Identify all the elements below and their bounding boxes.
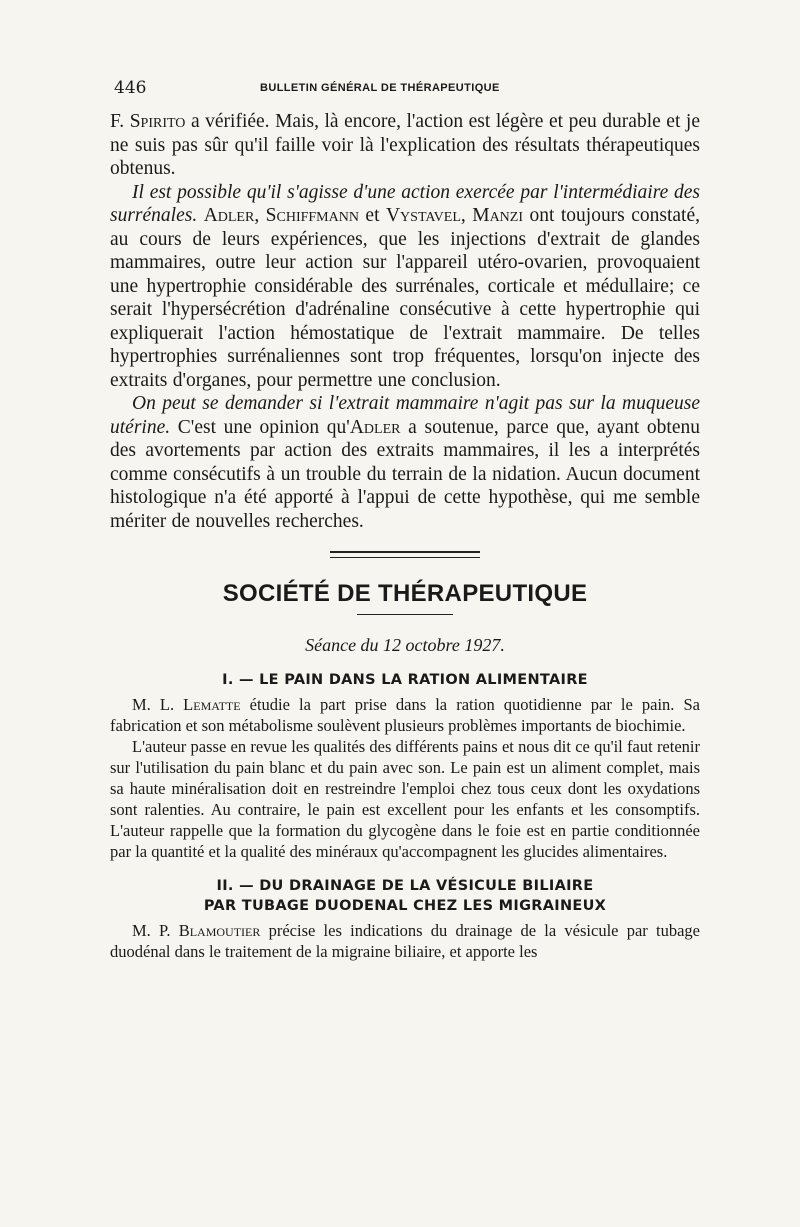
author-name: F. Spirito: [110, 111, 186, 132]
society-title: SOCIÉTÉ DE THÉRAPEUTIQUE: [222, 580, 588, 607]
section-1: [110, 670, 700, 862]
minutes-paragraph: L'auteur passe en revue les qualités des différents pains et nous dit ce qu'il faut retenir sur l'utilisation du pain blanc et du pain avec son. Le pain est un aliment complet, mais sa haute minéralisation doit en restreindre l'emploi chez tous ceux dont les oxydations sont ralenties. Au contraire, le pain est excellent pour les enfants et les consomptifs. L'auteur rappelle que la formation du glycogène dans le foie est en partie conditionnée par la quantité et la qualité des minéraux qu'accompagnent les glucides alimentaires.: [110, 737, 700, 861]
article-paragraph-3: On peut se demander si l'extrait mammaire n'agit pas sur la muqueuse utérine. C'est une opinion qu'Adler a soutenue, parce que, ayant obtenu des avortements par action des extraits mammaires, il les a interprétés comme consécutifs à un trouble du terrain de la nidation. Aucun document histologique n'a été apporté à l'appui de cette hypothèse, qui me semble mériter de nouvelles recherches.: [110, 393, 701, 532]
session-date: Séance du 12 octobre 1927.: [305, 635, 505, 655]
author-name: Lematte: [183, 695, 241, 714]
journal-page: [110, 70, 700, 962]
section-divider: [330, 551, 480, 558]
minutes-paragraph: M. P. Blamoutier précise les indications du drainage de la vésicule par tubage duodénal dans le traitement de la migraine biliaire, et apporte les: [110, 921, 700, 961]
section-heading: I. — LE PAIN DANS LA RATION ALIMENTAIRE: [222, 672, 588, 688]
author-name: Adler: [349, 416, 401, 438]
italic-question: On peut se demander si l'extrait mammaire n'agit pas sur la muqueuse utérine.: [110, 393, 700, 438]
author-name: Blamoutier: [178, 921, 261, 940]
title-underline: [357, 614, 453, 615]
article-paragraph-1: F. Spirito a vérifiée. Mais, là encore, l'action est légère et peu durable et je ne suis pas sûr qu'il faille voir là l'explication des résultats thérapeutiques obtenus.: [110, 111, 700, 179]
author-names: Adler, Schiffmann: [203, 205, 359, 226]
italic-thesis: Il est possible qu'il s'agisse d'une action exercée par l'intermédiaire des surrénales.: [110, 181, 700, 226]
author-names: Vystavel, Manzi: [385, 205, 524, 226]
page-header: [110, 70, 700, 110]
page-number: 446: [114, 78, 147, 98]
section-heading: II. — DU DRAINAGE DE LA VÉSICULE BILIAIRE PAR TUBAGE DUODENAL CHEZ LES MIGRAINEUX: [203, 878, 607, 914]
running-title: BULLETIN GÉNÉRAL DE THÉRAPEUTIQUE: [260, 82, 500, 94]
section-2: [110, 876, 700, 962]
article-continuation: [110, 110, 700, 533]
article-paragraph-2: Il est possible qu'il s'agisse d'une action exercée par l'intermédiaire des surrénales. Adler, Schiffmann et Vystavel, Manzi ont toujours constaté, au cours de leurs expériences, que les injections d'extrait de glandes mammaires, outre leur action sur l'appareil utéro-ovarien, provoquaient une hypertrophie considérable des surrénales, corticale et médullaire; ce serait l'hypersécrétion d'adrénaline consécutive à cette hypertrophie qui expliquerait l'action hémostatique de l'extrait mammaire. De telles hypertrophies surrénaliennes sont trop fréquentes, lorsqu'on injecte des extraits d'organes, pour permettre une conclusion.: [110, 181, 700, 391]
minutes-paragraph: M. L. Lematte étudie la part prise dans la ration quotidienne par le pain. Sa fabrication et son métabolisme soulèvent plusieurs problèmes importants de biochimie.: [110, 695, 700, 735]
